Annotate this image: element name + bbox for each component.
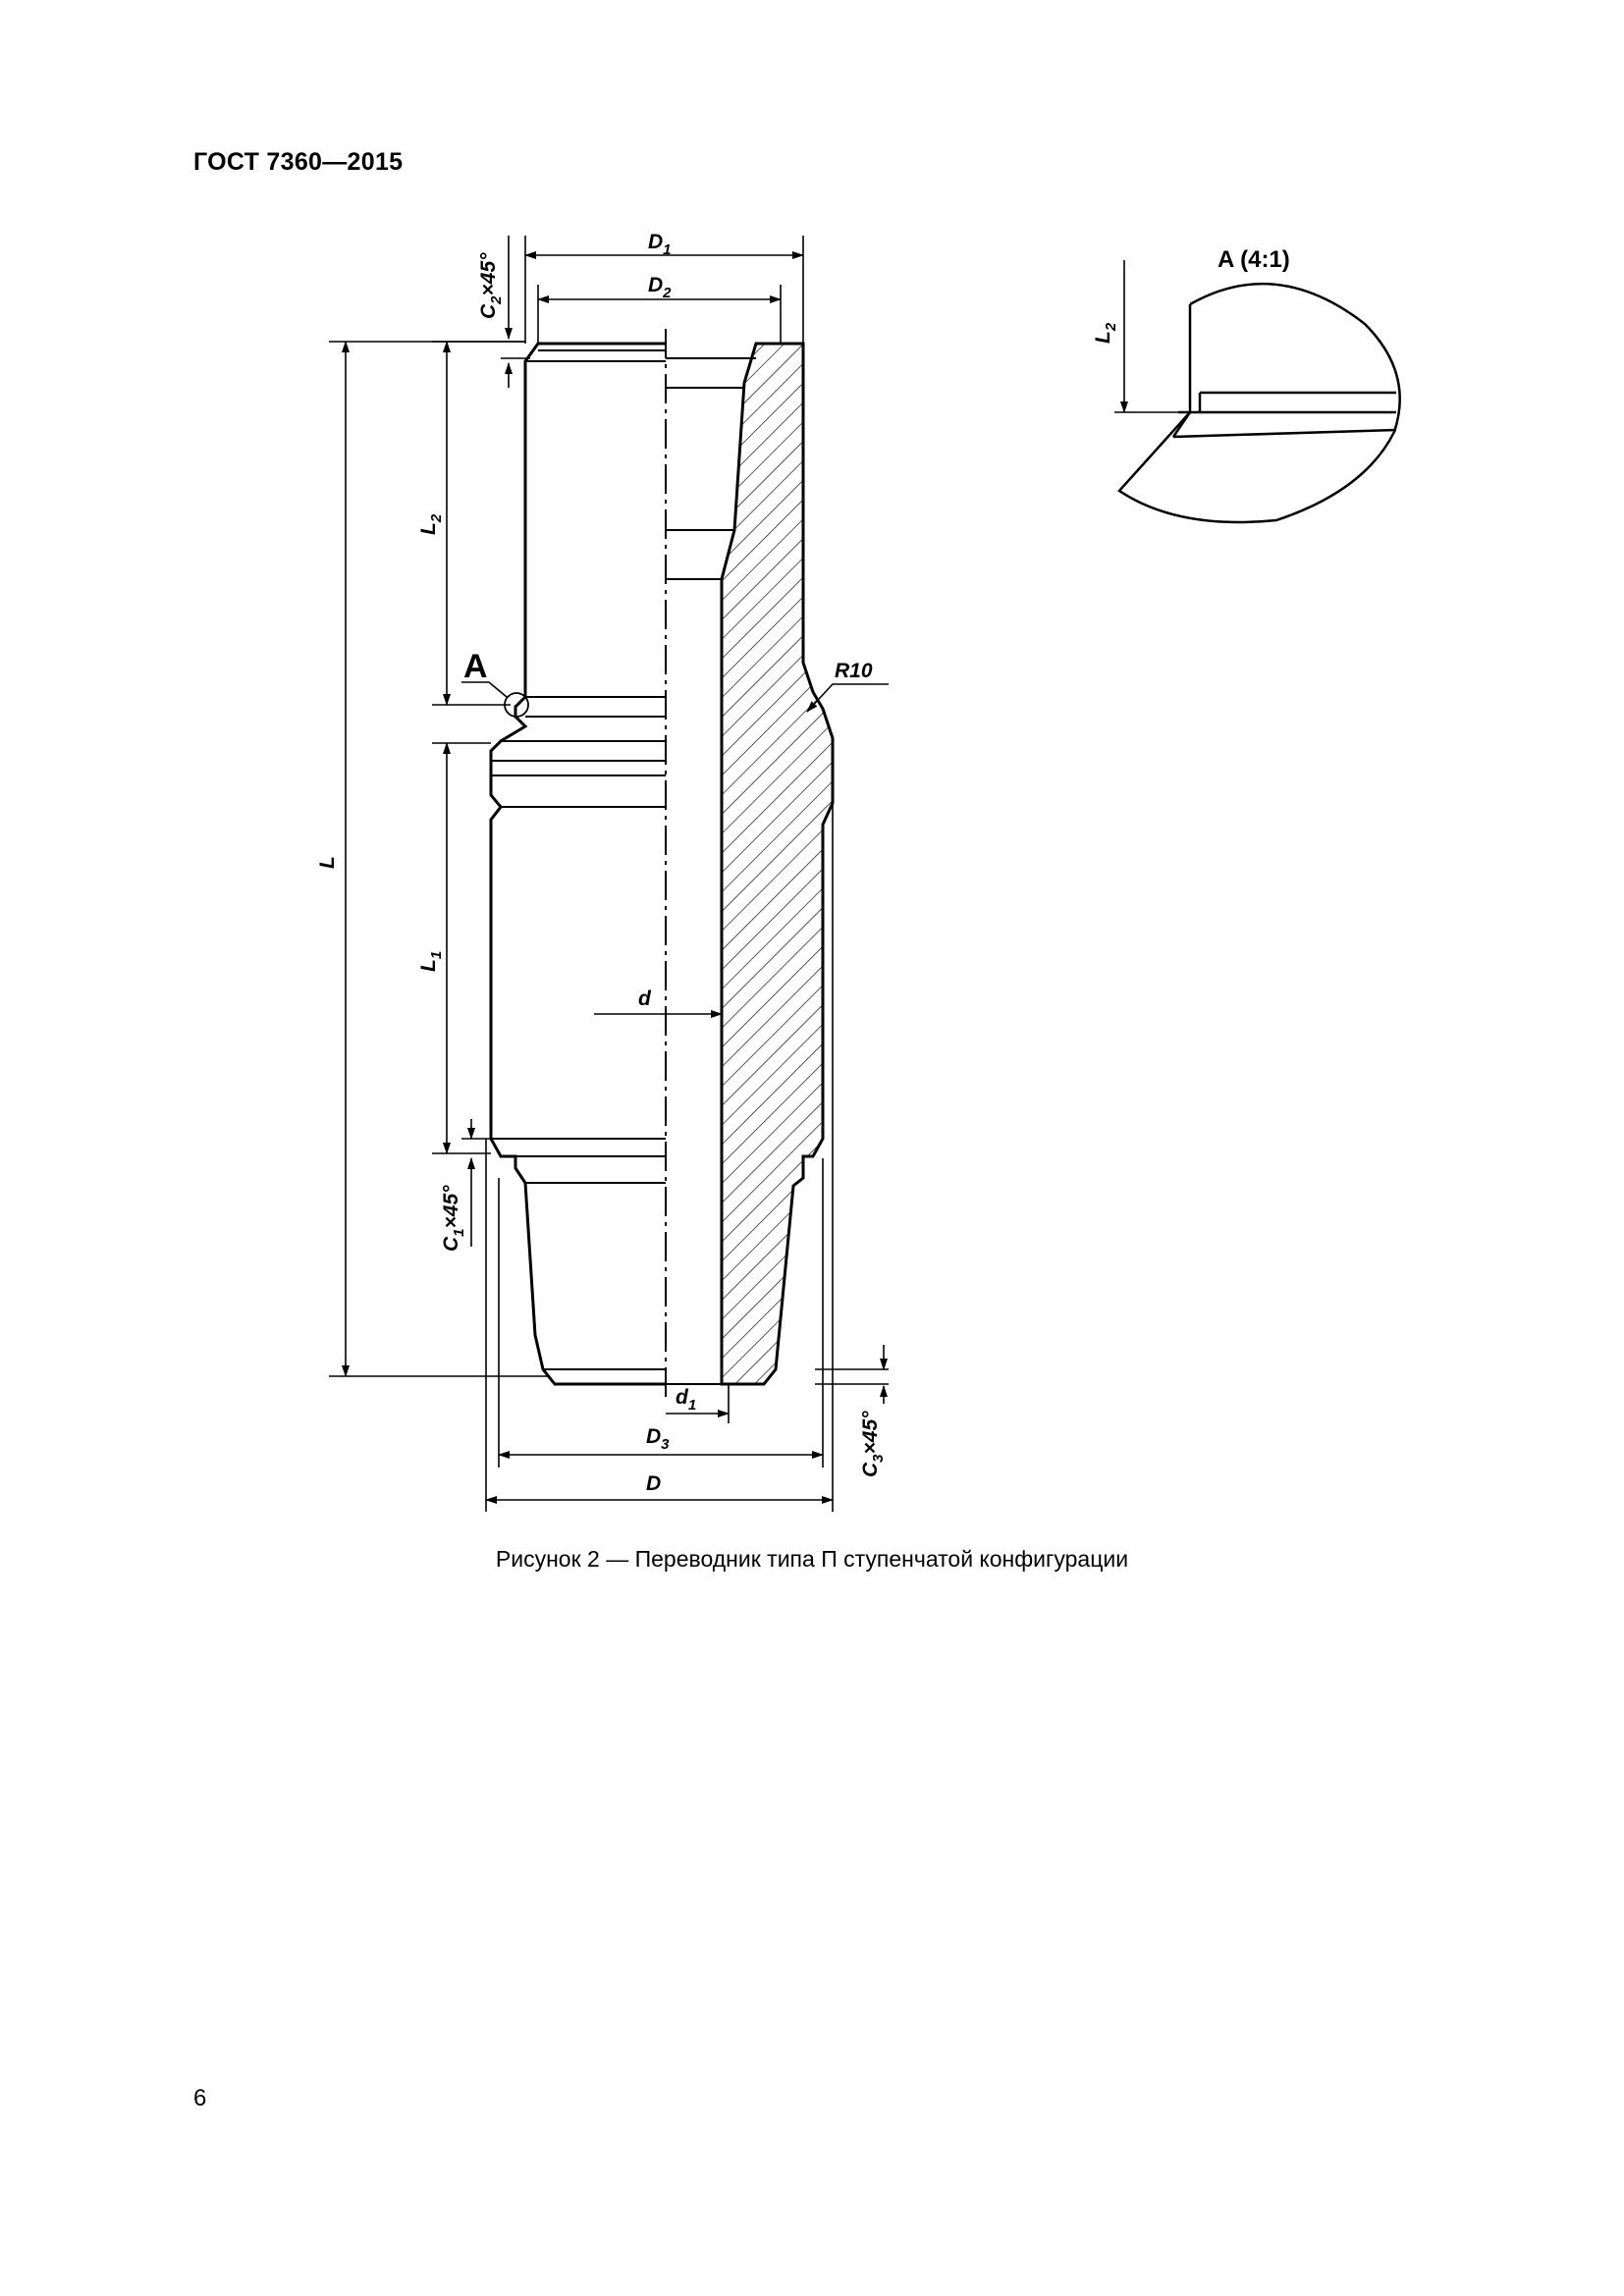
- label-L: L: [316, 856, 339, 869]
- detail-title: A (4:1): [1218, 246, 1290, 273]
- label-L2: $L_2$: [417, 513, 445, 535]
- label-C1: $C_1\times 45^\circ$: [440, 1185, 467, 1252]
- label-D1: $D_1$: [648, 231, 672, 258]
- label-C3: $C_3\times 45^\circ$: [859, 1411, 887, 1477]
- label-D: D: [646, 1472, 662, 1495]
- figure-caption: Рисунок 2 — Переводник типа П ступенчатой конфигурации: [495, 1546, 1129, 1572]
- label-R10: R10: [835, 660, 873, 682]
- detail-view-a: [1092, 246, 1400, 522]
- label-L1: $L_1$: [417, 950, 445, 972]
- section-hatch: [722, 344, 833, 1384]
- page-number: 6: [193, 2085, 207, 2111]
- label-C2: $C_2\times 45^\circ$: [477, 252, 505, 319]
- label-D2: $D_2$: [648, 274, 672, 301]
- part-outline-left: [491, 344, 666, 1384]
- label-D3: $D_3$: [646, 1425, 670, 1453]
- label-d1: $d_1$: [676, 1386, 697, 1414]
- detail-label-L2: $L_2$: [1092, 322, 1119, 344]
- document-header: ГОСТ 7360—2015: [193, 148, 404, 176]
- label-A: A: [463, 648, 488, 685]
- label-d: d: [638, 988, 651, 1010]
- part-section: [491, 329, 833, 1399]
